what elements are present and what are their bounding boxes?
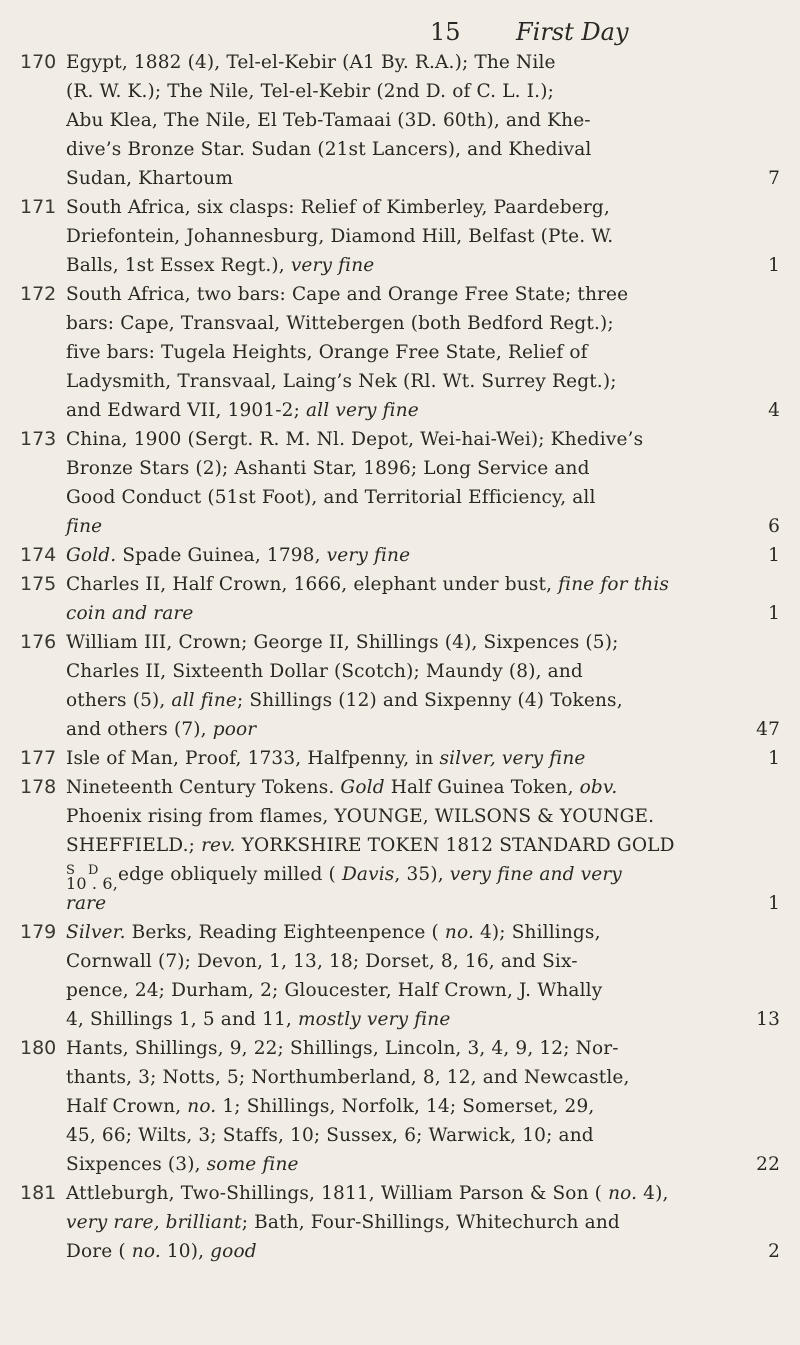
line-text: (R. W. K.); The Nile, Tel-el-Kebir (2nd D. of C. L. I.); (66, 81, 554, 102)
line-text: 45, 66; Wilts, 3; Staffs, 10; Sussex, 6; Warwick, 10; and (66, 1125, 594, 1146)
lot-entry (0, 628, 800, 744)
line-text: and Edward VII, 1901-2; (66, 400, 300, 421)
description-line (66, 657, 782, 686)
line-text: , 35), (394, 864, 444, 885)
description-line (66, 1237, 782, 1266)
description-line (66, 599, 782, 628)
lot-number: 180 (20, 1037, 57, 1059)
lot-entry (0, 1179, 800, 1266)
line-text: 10), (160, 1241, 205, 1262)
shillings-mark: S (66, 863, 76, 878)
description-line (66, 338, 782, 367)
lot-entry (0, 48, 800, 193)
lot-entry (0, 773, 800, 918)
description-line (66, 454, 782, 483)
currency-value: 10 . 6, (66, 874, 118, 893)
lot-quantity: 1 (768, 255, 780, 276)
lot-number: 170 (20, 51, 57, 73)
lot-quantity: 13 (756, 1009, 780, 1030)
condition-note: all fine (171, 690, 237, 711)
description-line (66, 1179, 782, 1208)
description-line (66, 367, 782, 396)
lot-quantity: 1 (768, 893, 780, 914)
line-text: Half Guinea Token, (384, 777, 574, 798)
line-text: Sudan, Khartoum (66, 168, 234, 189)
line-text: and others (7), (66, 719, 207, 740)
condition-note: Silver. (66, 922, 126, 943)
condition-note: mostly very fine (297, 1009, 451, 1030)
lot-entry (0, 1034, 800, 1179)
line-text: William III, Crown; George II, Shillings (4), Sixpences (5); (66, 632, 619, 653)
lot-number: 174 (20, 544, 57, 566)
description-line (66, 1150, 782, 1179)
line-text: Ladysmith, Transvaal, Laing’s Nek (Rl. Wt. Surrey Regt.); (66, 371, 617, 392)
condition-note: poor (212, 719, 257, 740)
condition-note: fine for this (558, 574, 670, 595)
description-line (66, 135, 782, 164)
description-line (66, 280, 782, 309)
condition-note: Davis (341, 864, 395, 885)
line-text: Charles II, Sixteenth Dollar (Scotch); Maundy (8), and (66, 661, 583, 682)
line-text: Attleburgh, Two-Shillings, 1811, William Parson & Son ( (66, 1183, 603, 1204)
line-text: China, 1900 (Sergt. R. M. Nl. Depot, Wei-hai-Wei); Khedive’s (66, 429, 644, 450)
description-line (66, 1121, 782, 1150)
lot-quantity: 1 (768, 545, 780, 566)
page-header (0, 12, 800, 48)
lot-number: 177 (20, 747, 57, 769)
description-line (66, 918, 782, 947)
lot-quantity: 47 (756, 719, 780, 740)
condition-note: no. (187, 1096, 217, 1117)
description-line (66, 773, 782, 802)
line-text: Driefontein, Johannesburg, Diamond Hill, Belfast (Pte. W. (66, 226, 614, 247)
condition-note: no. (131, 1241, 161, 1262)
lot-description (66, 48, 782, 193)
lot-description (66, 773, 782, 918)
description-line (66, 860, 782, 893)
condition-note: some fine (206, 1154, 299, 1175)
lot-entry (0, 744, 800, 773)
description-line (66, 947, 782, 976)
line-text: ; Bath, Four-Shillings, Whitechurch and (241, 1212, 620, 1233)
lot-entry (0, 193, 800, 280)
line-text: 4); Shillings, (473, 922, 601, 943)
lot-description (66, 918, 782, 1034)
lot-entry (0, 280, 800, 425)
condition-note: coin and rare (66, 603, 194, 624)
running-head: First Day (516, 18, 629, 46)
lot-entry (0, 425, 800, 541)
line-text: pence, 24; Durham, 2; Gloucester, Half Crown, J. Whally (66, 980, 603, 1001)
line-text: others (5), (66, 690, 166, 711)
lot-description (66, 744, 782, 773)
lot-description (66, 1034, 782, 1179)
description-line (66, 193, 782, 222)
lot-number: 179 (20, 921, 57, 943)
condition-note: very fine and very (449, 864, 622, 885)
line-text: thants, 3; Notts, 5; Northumberland, 8, 12, and Newcastle, (66, 1067, 630, 1088)
lot-number: 173 (20, 428, 57, 450)
condition-note: silver, very fine (439, 748, 586, 769)
lot-entry (0, 918, 800, 1034)
lot-number: 175 (20, 573, 57, 595)
description-line (66, 889, 782, 918)
lot-description (66, 1179, 782, 1266)
description-line (66, 744, 782, 773)
lot-quantity: 7 (768, 168, 780, 189)
description-line (66, 976, 782, 1005)
description-line (66, 715, 782, 744)
currency-notation (66, 860, 118, 893)
line-text: Egypt, 1882 (4), Tel-el-Kebir (A1 By. R.A.); The Nile (66, 52, 556, 73)
condition-note: Gold. (66, 545, 117, 566)
lot-quantity: 4 (768, 400, 780, 421)
line-text: Berks, Reading Eighteenpence ( (125, 922, 439, 943)
lot-list (0, 48, 800, 1266)
line-text: Bronze Stars (2); Ashanti Star, 1896; Long Service and (66, 458, 590, 479)
line-text: Nineteenth Century Tokens. (66, 777, 335, 798)
line-text: 4), (637, 1183, 669, 1204)
condition-note: very fine (326, 545, 411, 566)
description-line (66, 1092, 782, 1121)
lot-quantity: 1 (768, 603, 780, 624)
description-line (66, 48, 782, 77)
description-line (66, 1063, 782, 1092)
condition-note: no. (608, 1183, 638, 1204)
lot-description (66, 628, 782, 744)
line-text: Cornwall (7); Devon, 1, 13, 18; Dorset, 8, 16, and Six- (66, 951, 578, 972)
lot-number: 178 (20, 776, 57, 798)
line-text: 4, Shillings 1, 5 and 11, (66, 1009, 292, 1030)
line-text: Abu Klea, The Nile, El Teb-Tamaai (3D. 60th), and Khe- (66, 110, 591, 131)
description-line (66, 628, 782, 657)
description-line (66, 425, 782, 454)
lot-description (66, 541, 782, 570)
line-text: ; Shillings (12) and Sixpenny (4) Tokens, (237, 690, 623, 711)
line-text: Spade Guinea, 1798, (116, 545, 321, 566)
line-text: dive’s Bronze Star. Sudan (21st Lancers), and Khedival (66, 139, 592, 160)
description-line (66, 222, 782, 251)
lot-entry (0, 541, 800, 570)
lot-description (66, 570, 782, 628)
description-line (66, 77, 782, 106)
lot-description (66, 425, 782, 541)
lot-description (66, 280, 782, 425)
line-text: Phoenix rising from flames, YOUNGE, WILSONS & YOUNGE. (66, 806, 655, 827)
condition-note: good (210, 1241, 257, 1262)
lot-number: 171 (20, 196, 57, 218)
line-text: Hants, Shillings, 9, 22; Shillings, Lincoln, 3, 4, 9, 12; Nor- (66, 1038, 619, 1059)
description-line (66, 1034, 782, 1063)
line-text: Half Crown, (66, 1096, 182, 1117)
description-line (66, 512, 782, 541)
condition-note: fine (66, 516, 103, 537)
description-line (66, 570, 782, 599)
pence-mark: D (88, 863, 99, 878)
line-text: South Africa, two bars: Cape and Orange Free State; three (66, 284, 629, 305)
lot-quantity: 6 (768, 516, 780, 537)
line-text: SHEFFIELD.; (66, 835, 196, 856)
line-text: Good Conduct (51st Foot), and Territorial Efficiency, all (66, 487, 596, 508)
line-text: Balls, 1st Essex Regt.), (66, 255, 285, 276)
description-line (66, 1208, 782, 1237)
description-line (66, 1005, 782, 1034)
line-text: Dore ( (66, 1241, 126, 1262)
lot-number: 181 (20, 1182, 57, 1204)
condition-note: very fine (290, 255, 375, 276)
condition-note: very rare, brilliant (66, 1212, 242, 1233)
line-text: Charles II, Half Crown, 1666, elephant under bust, (66, 574, 553, 595)
condition-note: no. (444, 922, 474, 943)
lot-quantity: 22 (756, 1154, 780, 1175)
condition-note: all very fine (306, 400, 419, 421)
line-text: Sixpences (3), (66, 1154, 201, 1175)
description-line (66, 106, 782, 135)
line-text: Isle of Man, Proof, 1733, Halfpenny, in (66, 748, 434, 769)
condition-note: Gold (340, 777, 385, 798)
condition-note: rev. (201, 835, 236, 856)
page-number: 15 (430, 18, 461, 46)
lot-number: 176 (20, 631, 57, 653)
description-line (66, 802, 782, 831)
description-line (66, 251, 782, 280)
description-line (66, 483, 782, 512)
line-text: YORKSHIRE TOKEN 1812 STANDARD GOLD (235, 835, 675, 856)
line-text: 1; Shillings, Norfolk, 14; Somerset, 29, (216, 1096, 595, 1117)
lot-quantity: 2 (768, 1241, 780, 1262)
line-text: South Africa, six clasps: Relief of Kimberley, Paardeberg, (66, 197, 610, 218)
condition-note: obv. (579, 777, 618, 798)
line-text: five bars: Tugela Heights, Orange Free State, Relief of (66, 342, 588, 363)
line-text: edge obliquely milled ( (112, 864, 336, 885)
description-line (66, 309, 782, 338)
description-line (66, 831, 782, 860)
description-line (66, 396, 782, 425)
description-line (66, 164, 782, 193)
lot-number: 172 (20, 283, 57, 305)
description-line (66, 541, 782, 570)
condition-note: rare (66, 893, 107, 914)
line-text: bars: Cape, Transvaal, Wittebergen (both Bedford Regt.); (66, 313, 614, 334)
lot-description (66, 193, 782, 280)
lot-entry (0, 570, 800, 628)
description-line (66, 686, 782, 715)
lot-quantity: 1 (768, 748, 780, 769)
